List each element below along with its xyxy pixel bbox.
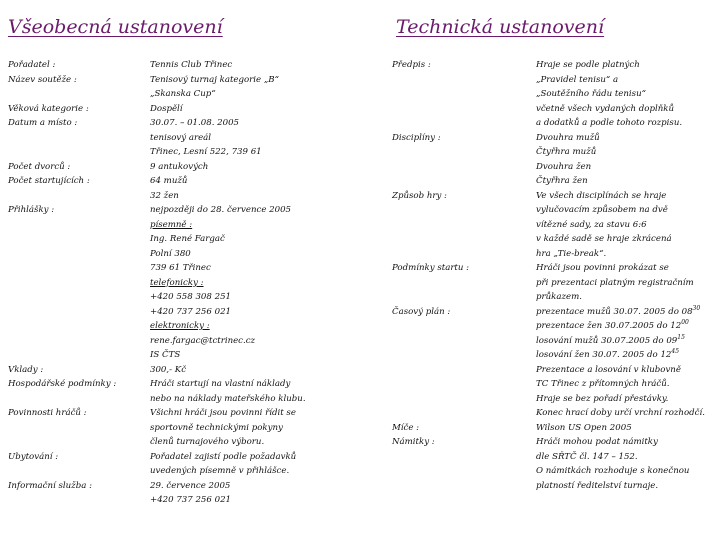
provision-row-zpusob-hry [392,189,712,262]
provision-value-line: Polní 380 [150,248,191,259]
provision-value-line: tenisový areál [150,132,212,143]
provision-row-povinnosti-hracu [8,406,308,450]
provision-row-nazev-souteze [8,73,308,102]
provision-label: Vklady : [8,364,44,375]
provision-value-line: Všichni hráči jsou povinni řídit se [150,408,296,418]
provision-label: Přihlášky : [8,205,55,215]
provision-value [536,435,689,493]
provision-value [150,363,186,378]
provision-value-line: rene.fargac@tctrinec.cz [150,335,256,346]
provision-value [150,116,262,160]
provision-value-line: v každé sadě se hraje zkrácená [536,234,672,244]
provision-value-line: platností ředitelství turnaje. [536,480,659,491]
provision-value-line: a dodatků a podle tohoto rozpisu. [536,118,683,128]
schedule-text: prezentace mužů 30.07. 2005 do 08 [536,306,693,317]
provision-value [150,479,231,508]
provision-value-line: při prezentaci platným registračním [536,277,694,288]
provision-value-line: Dospělí [150,103,183,114]
provision-value-line: písemně : [150,219,193,230]
provision-row-vekova-kategorie [8,102,308,117]
provision-label: Časový plán : [392,306,451,317]
provision-value-line: Tenisový turnaj kategorie „B“ [150,74,279,85]
provision-value-line: nejpozději do 28. července 2005 [150,205,292,215]
schedule-text: losování žen 30.07. 2005 do 12 [536,350,672,360]
provision-value-line: sportovně technickými pokyny [150,422,283,433]
provision-value-line: Čtyřhra mužů [536,147,597,157]
provision-value [150,160,208,175]
provision-row-predpis [392,58,712,131]
provision-row-mice [392,421,712,436]
provision-label: Námitky : [392,437,435,447]
provision-label: Disciplíny : [392,132,441,143]
provision-value-line: Ve všech disciplínách se hraje [536,190,667,201]
schedule-text: prezentace žen 30.07.2005 do 12 [536,321,682,331]
provision-row-poradatel [8,58,308,73]
provision-value [150,450,296,479]
provision-row-informacni-sluzba [8,479,308,508]
provision-value-line: Tennis Club Třinec [150,60,233,70]
provision-value-line: včetně všech vydaných doplňků [536,103,674,114]
provision-value [536,261,694,305]
provision-row-ubytovani [8,450,308,479]
provision-row-discipliny [392,131,712,189]
provision-value [150,73,279,102]
provision-value-line [536,319,705,334]
provision-value [536,305,705,421]
provision-row-pocet-dvorcu [8,160,308,175]
general-provisions-list [8,58,308,508]
provision-value-line: elektronicky : [150,321,210,331]
provision-value-line: TC Třinec z přítomných hráčů. [536,379,670,389]
provision-value-line: Čtyřhra žen [536,176,588,186]
provision-label: Způsob hry : [392,190,447,201]
provision-value-line: telefonicky : [150,277,204,288]
provision-value-line: Ing. René Fargač [150,234,225,244]
provision-value-line: hra „Tie-break“. [536,248,607,259]
provision-value-line: průkazem. [536,292,582,302]
provision-value-line: Dvouhra mužů [536,132,600,143]
provision-row-podminky-startu [392,261,712,305]
provision-value-line: 30.07. – 01.08. 2005 [150,118,240,128]
schedule-minutes: 45 [671,348,680,356]
provision-value-line: Třinec, Lesní 522, 739 61 [150,147,262,157]
provision-row-namitky [392,435,712,493]
provision-label: Počet startujících : [8,176,90,186]
provision-value-line: +420 737 256 021 [150,306,232,317]
provision-label: Informační služba : [8,480,92,491]
provision-value-line: O námitkách rozhoduje s konečnou [536,466,690,476]
provision-value [150,203,291,363]
provision-value-line: 64 mužů [150,176,188,186]
provision-value-line: +420 558 308 251 [150,292,232,302]
schedule-text: losování mužů 30.07.2005 do 09 [536,335,678,346]
provision-value-line: Pořadatel zajistí podle požadavků [150,451,297,462]
provision-value-line: „Skanska Cup“ [150,89,216,99]
provision-value-line: Dvouhra žen [536,161,592,172]
provision-label: Míče : [392,422,420,433]
provision-value-line: Prezentace a losování v klubovně [536,364,681,375]
provision-value-line: +420 737 256 021 [150,495,232,505]
provision-value-line: Wilson US Open 2005 [536,422,632,433]
provision-value-line: Konec hrací doby určí vrchní rozhodčí. [536,408,705,418]
provision-value-line [536,305,705,320]
provision-value-line: Hráči jsou povinni prokázat se [536,263,669,273]
provision-label: Hospodářské podmínky : [8,379,117,389]
provision-value [150,58,232,73]
provision-value-line: Hráči startují na vlastní náklady [150,379,291,389]
right-section-title: Technická ustanovení [396,16,605,38]
provision-value [150,377,306,406]
provision-value [536,131,600,189]
provision-label: Datum a místo : [8,118,78,128]
provision-label: Počet dvorců : [8,161,71,172]
provision-value-line: uvedených písemně v přihlášce. [150,466,290,476]
provision-value-line: členů turnajového výboru. [150,437,265,447]
technical-provisions-list [392,58,712,493]
provision-label: Povinnosti hráčů : [8,408,87,418]
provision-value-line: 29. července 2005 [150,480,231,491]
schedule-minutes: 15 [677,333,685,341]
provision-value-line: Hráči mohou podat námitky [536,437,658,447]
provision-value-line: vylučovacím způsobem na dvě [536,205,668,215]
provision-value-line: Hraje se podle platných [536,60,640,70]
provision-value [150,102,183,117]
provision-row-vklady [8,363,308,378]
left-section-title: Všeobecná ustanovení [8,16,223,38]
provision-label: Ubytování : [8,451,59,462]
provision-row-datum-a-misto [8,116,308,160]
provision-value-line: 9 antukových [150,161,209,172]
provision-value-line: nebo na náklady mateřského klubu. [150,393,306,404]
provision-value-line: IS ČTS [150,350,181,360]
provision-label: Název soutěže : [8,74,77,85]
provision-value-line: 300,- Kč [150,364,187,375]
provision-value [536,421,632,436]
provision-row-casovy-plan [392,305,712,421]
provision-value [536,189,672,262]
schedule-minutes: 30 [692,304,701,312]
provision-row-prihlasky [8,203,308,363]
provision-label: Věková kategorie : [8,103,89,114]
provision-value-line: „Soutěžního řádu tenisu“ [536,89,646,99]
provision-value-line [536,334,705,349]
provision-value [150,406,296,450]
provision-row-hospodarske-podminky [8,377,308,406]
provision-label: Podmínky startu : [392,263,470,273]
provision-value-line: dle SŘTČ čl. 147 – 152. [536,451,638,462]
provision-value-line: „Pravidel tenisu“ a [536,74,619,85]
provision-label: Pořadatel : [8,60,56,70]
provision-value [150,174,187,203]
provision-value-line: Hraje se bez pořadí přestávky. [536,393,669,404]
provision-row-pocet-startujicich [8,174,308,203]
provision-value-line: 739 61 Třinec [150,263,211,273]
provision-value-line: 32 žen [150,190,179,201]
provision-value-line [536,348,705,363]
schedule-minutes: 00 [681,319,689,327]
provision-value-line: vítězné sady, za stavu 6:6 [536,219,647,230]
provision-value [536,58,682,131]
provision-label: Předpis : [392,60,431,70]
